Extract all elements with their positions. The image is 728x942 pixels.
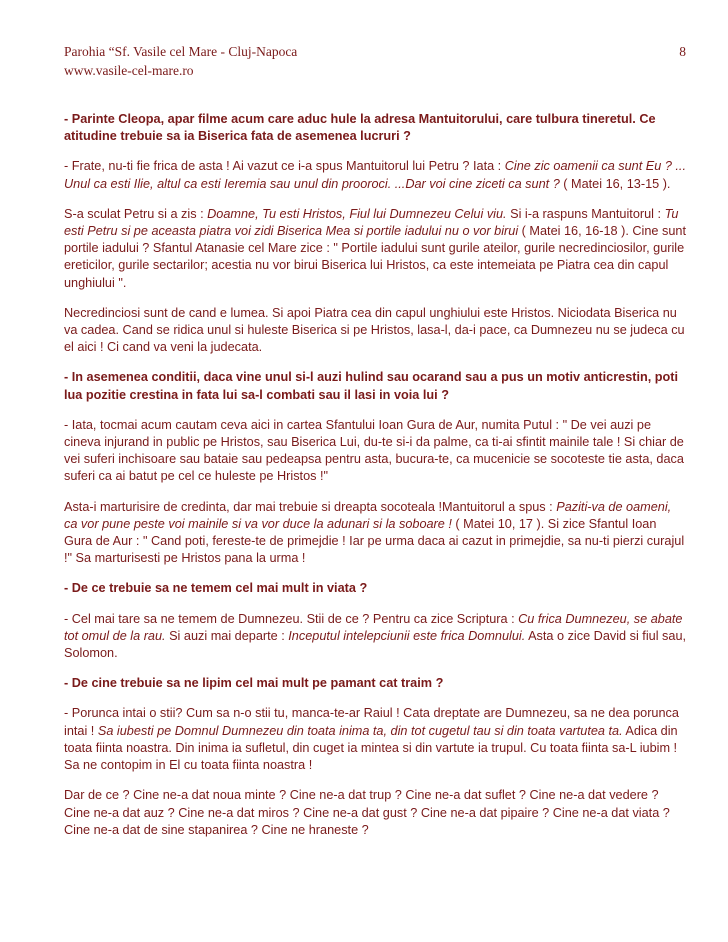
website-url: www.vasile-cel-mare.ro (64, 63, 194, 78)
text-segment: - Frate, nu-ti fie frica de asta ! Ai vazut ce i-a spus Mantuitorul lui Petru ? Iata : (64, 159, 505, 174)
text-segment: Asta-i marturisire de credinta, dar mai trebuie si dreapta socoteala !Mantuitorul a spus : (64, 499, 557, 514)
text-segment: ( Matei 16, 13-15 ). (559, 176, 671, 191)
italic-quote: Cine zic oamenii ca sunt Eu ? ... Unul ca esti Ilie, altul ca esti Ieremia sau unul din prooroci. ...Dar voi cine ziceti ca sunt ? (64, 159, 686, 191)
text-segment: ( Matei 16, 16-18 ). Cine sunt portile iadului ? Sfantul Atanasie cel Mare zice : " Portile iadului sunt gurile ateilor, gurile necredinciosilor, gurile ereticilor, gurile sectarilor; acestia nu vor birui Biserica lui Hristos, ca este intemeiata pe Piatra cea din capul unghiului ". (64, 224, 686, 290)
text-segment: - Cel mai tare sa ne temem de Dumnezeu. Stii de ce ? Pentru ca zice Scriptura : (64, 611, 519, 626)
page-number: 8 (679, 44, 686, 59)
text-segment: - De cine trebuie sa ne lipim cel mai mult pe pamant cat traim ? (64, 676, 444, 691)
answer-paragraph (64, 499, 688, 568)
answer-paragraph (64, 305, 688, 357)
text-segment: Si auzi mai departe : (165, 628, 289, 643)
italic-quote: Cu frica Dumnezeu, se abate tot omul de la rau. (64, 611, 683, 643)
answer-paragraph (64, 206, 688, 292)
italic-quote: Doamne, Tu esti Hristos, Fiul lui Dumnezeu Celui viu. (207, 206, 507, 221)
answer-paragraph (64, 158, 688, 192)
italic-quote: Sa iubesti pe Domnul Dumnezeu din toata inima ta, din tot cugetul tau si din toata vartutea ta. (97, 723, 623, 738)
question-paragraph (64, 369, 688, 403)
text-segment: ( Matei 10, 17 ). Si zice Sfantul Ioan Gura de Aur : " Cand poti, fereste-te de primejdie ! Iar pe urma daca ai cazut in primejdie, sa nu-ti pierzi curajul !" Sa marturisesti pe Hristos pana la urma ! (64, 516, 685, 566)
text-segment: Dar de ce ? Cine ne-a dat noua minte ? Cine ne-a dat trup ? Cine ne-a dat suflet ? Cine ne-a dat vedere ? Cine ne-a dat auz ? Cine ne-a dat miros ? Cine ne-a dat gust ? Cine ne-a dat pipaire ? Cine ne-a dat viata ? Cine ne-a dat de sine stapanirea ? Cine ne hraneste ? (64, 788, 670, 837)
document-body (64, 111, 688, 852)
answer-paragraph (64, 417, 688, 486)
italic-quote: Inceputul intelepciunii este frica Domnului. (288, 628, 526, 643)
text-segment: - Porunca intai o stii? Cum sa n-o stii tu, manca-te-ar Raiul ! Cata dreptate are Dumnezeu, sa ne dea porunca intai ! (64, 706, 679, 738)
text-segment: - In asemenea conditii, daca vine unul si-l auzi hulind sau ocarand sau a pus un motiv anticrestin, poti lua pozitie crestina in fata lui sa-l combati sau il lasi in voia lui ? (64, 370, 679, 402)
text-segment: - Parinte Cleopa, apar filme acum care aduc hule la adresa Mantuitorului, care tulbura tineretul. Ce atitudine trebuie sa ia Biserica fata de asemenea lucruri ? (64, 112, 656, 144)
text-segment: Si i-a raspuns Mantuitorul : (506, 206, 665, 221)
text-segment: Adica din toata fiinta noastra. Din inima ia sufletul, din cuget ia mintea si din vartute ia trupul. Cu toata fiinta sa-L iubim ! Sa ne contopim in El cu toata fiinta noastra ! (64, 723, 678, 773)
text-segment: S-a sculat Petru si a zis : (64, 206, 208, 221)
question-paragraph (64, 580, 688, 597)
text-segment: Necredinciosi sunt de cand e lumea. Si apoi Piatra cea din capul unghiului este Hristos. Niciodata Biserica nu va cadea. Cand se ridica unul si huleste Biserica si pe Hristos, lasa-l, da-i pace, ca Dumnezeu nu se judeca cu el aici ! Ci cand va veni la judecata. (64, 305, 685, 355)
page-header (64, 42, 686, 80)
question-paragraph (64, 111, 688, 145)
italic-quote: Paziti-va de oameni, ca vor pune peste voi mainile si va vor duce la adunari si la soboare ! (64, 499, 672, 531)
answer-paragraph (64, 611, 688, 663)
text-segment: Asta o zice David si fiul sau, Solomon. (64, 628, 687, 661)
answer-paragraph (64, 705, 688, 774)
text-segment: - Iata, tocmai acum cautam ceva aici in cartea Sfantului Ioan Gura de Aur, numita Putul : " De vei auzi pe cineva injurand in public pe Hristos, sau Biserica Lui, du-te si-i da palme, ca ti-ai sfintit mainile tale ! Si chiar de vei suferi inchisoare sau bataie sau pedeapsa pentru asta, bucura-te, ca mucenicie se socoteste tie asta, daca suferi ca ai batut pe cel ce huleste pe Hristos !" (64, 417, 684, 484)
question-paragraph (64, 675, 688, 692)
italic-quote: Tu esti Petru si pe aceasta piatra voi zidi Biserica Mea si portile iadului nu o vor birui (64, 206, 679, 239)
parish-title: Parohia “Sf. Vasile cel Mare - Cluj-Napoca (64, 44, 298, 59)
answer-paragraph (64, 787, 688, 839)
text-segment: - De ce trebuie sa ne temem cel mai mult in viata ? (64, 581, 368, 596)
